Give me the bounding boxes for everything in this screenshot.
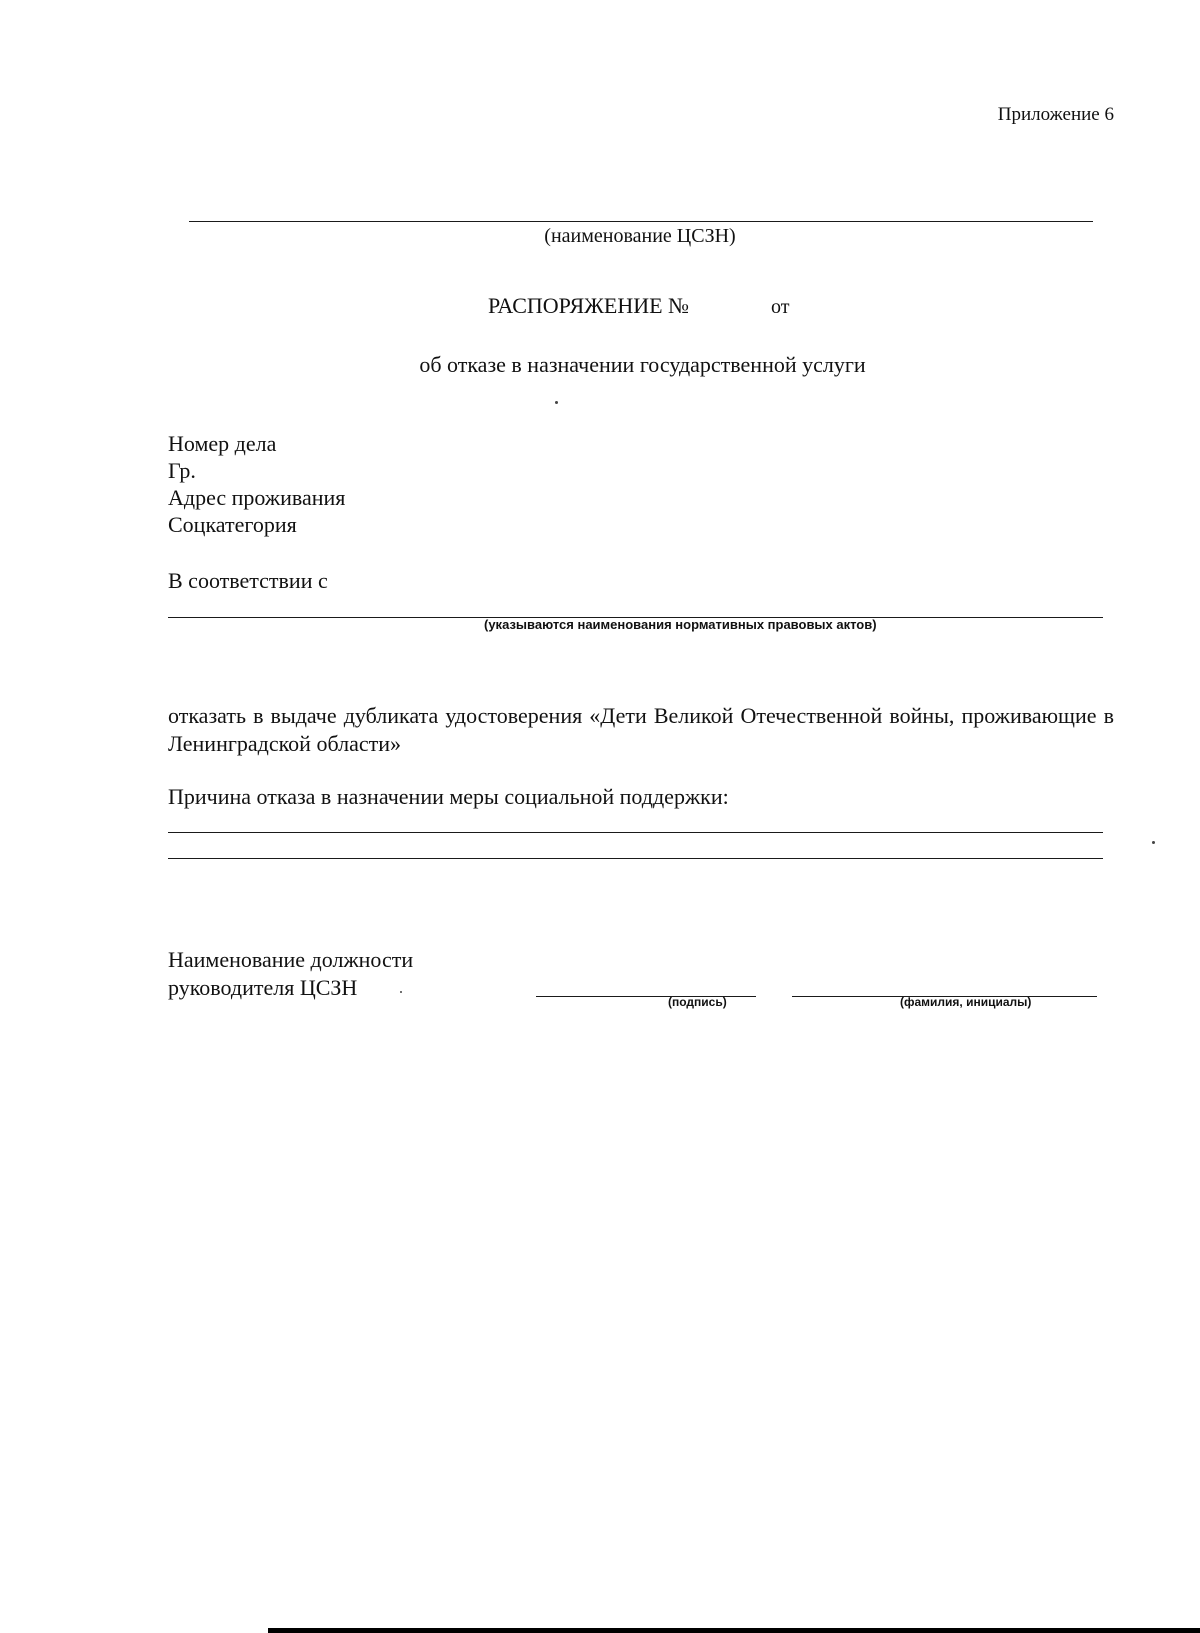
citizen-label: Гр. [168,458,196,483]
signature-caption: (подпись) [668,995,727,1009]
scan-speck [555,401,558,404]
refusal-reason-label: Причина отказа в назначении меры социальной поддержки: [168,784,729,809]
address-label: Адрес проживания [168,485,346,510]
social-category-label: Соцкатегория [168,512,297,537]
case-number-label: Номер дела [168,431,277,456]
accordance-label: В соответствии с [168,568,328,593]
order-title: РАСПОРЯЖЕНИЕ № [488,293,690,318]
head-position-line2: руководителя ЦСЗН [168,975,358,1000]
reason-line-2 [168,858,1103,859]
cszn-name-caption: (наименование ЦСЗН) [544,225,736,247]
head-position [168,946,413,1002]
scan-bottom-edge [268,1628,1200,1633]
order-subject: об отказе в назначении государственной услуги [419,352,866,377]
case-fields [168,430,345,538]
scan-speck [400,991,402,993]
order-from-label: от [771,296,790,318]
legal-acts-caption: (указываются наименования нормативных правовых актов) [484,617,877,632]
full-name-caption: (фамилия, инициалы) [900,995,1032,1009]
head-position-line1: Наименование должности [168,947,414,972]
cszn-name-line [189,221,1093,222]
decision-text: отказать в выдаче дубликата удостоверения «Дети Великой Отечественной войны, проживающие в Ленинградской области» [168,703,1114,756]
reason-line-1 [168,832,1103,833]
scan-speck [1152,841,1155,844]
appendix-label: Приложение 6 [997,104,1114,125]
